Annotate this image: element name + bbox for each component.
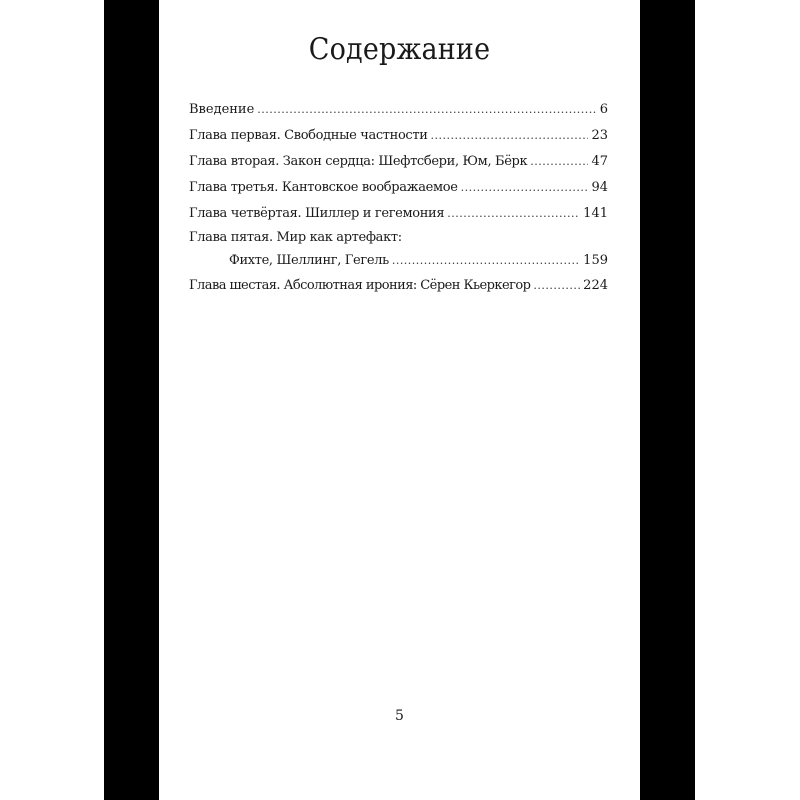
- toc-entry-page: 224: [583, 278, 608, 293]
- toc-entry-label-line2: Фихте, Шеллинг, Гегель: [229, 253, 389, 268]
- toc-entry[interactable]: [189, 123, 608, 149]
- toc-entry-multiline[interactable]: [189, 227, 608, 273]
- toc-entry[interactable]: [189, 149, 608, 175]
- toc-entry-label: Глава первая. Свободные частности: [189, 128, 428, 143]
- toc-entry-label: Глава шестая. Абсолютная ирония: Сёрен Кьеркегор: [189, 278, 531, 293]
- dot-leader: [447, 201, 580, 227]
- toc-entry-label: Глава третья. Кантовское воображаемое: [189, 180, 458, 195]
- toc-entry-page: 159: [583, 253, 608, 268]
- toc-entry-page: 94: [591, 180, 608, 195]
- toc-entry[interactable]: [189, 97, 608, 123]
- dot-leader: [431, 123, 589, 149]
- toc-entry-page: 23: [591, 128, 608, 143]
- toc-entry-label: Глава вторая. Закон сердца: Шефтсбери, Юм, Бёрк: [189, 154, 528, 169]
- dot-leader: [533, 273, 580, 299]
- toc-entry-page: 141: [583, 206, 608, 221]
- toc-entry[interactable]: [189, 273, 608, 299]
- page-title: Содержание: [308, 32, 491, 67]
- dot-leader: [461, 175, 589, 201]
- toc-entry[interactable]: [189, 175, 608, 201]
- left-border-bar: [104, 0, 158, 800]
- table-of-contents: [189, 97, 608, 299]
- toc-entry[interactable]: [189, 201, 608, 227]
- toc-entry-page: 47: [591, 154, 608, 169]
- right-border-bar: [641, 0, 695, 800]
- dot-leader: [257, 97, 596, 123]
- page-number: 5: [395, 708, 404, 724]
- toc-entry-label-line1: Глава пятая. Мир как артефакт:: [189, 230, 402, 245]
- toc-entry-label: Глава четвёртая. Шиллер и гегемония: [189, 206, 445, 221]
- toc-entry-page: 6: [599, 102, 608, 117]
- book-page: [158, 0, 641, 800]
- dot-leader: [530, 149, 588, 175]
- dot-leader: [392, 249, 580, 273]
- toc-entry-continuation: [189, 249, 608, 273]
- toc-entry-label: Введение: [189, 102, 255, 117]
